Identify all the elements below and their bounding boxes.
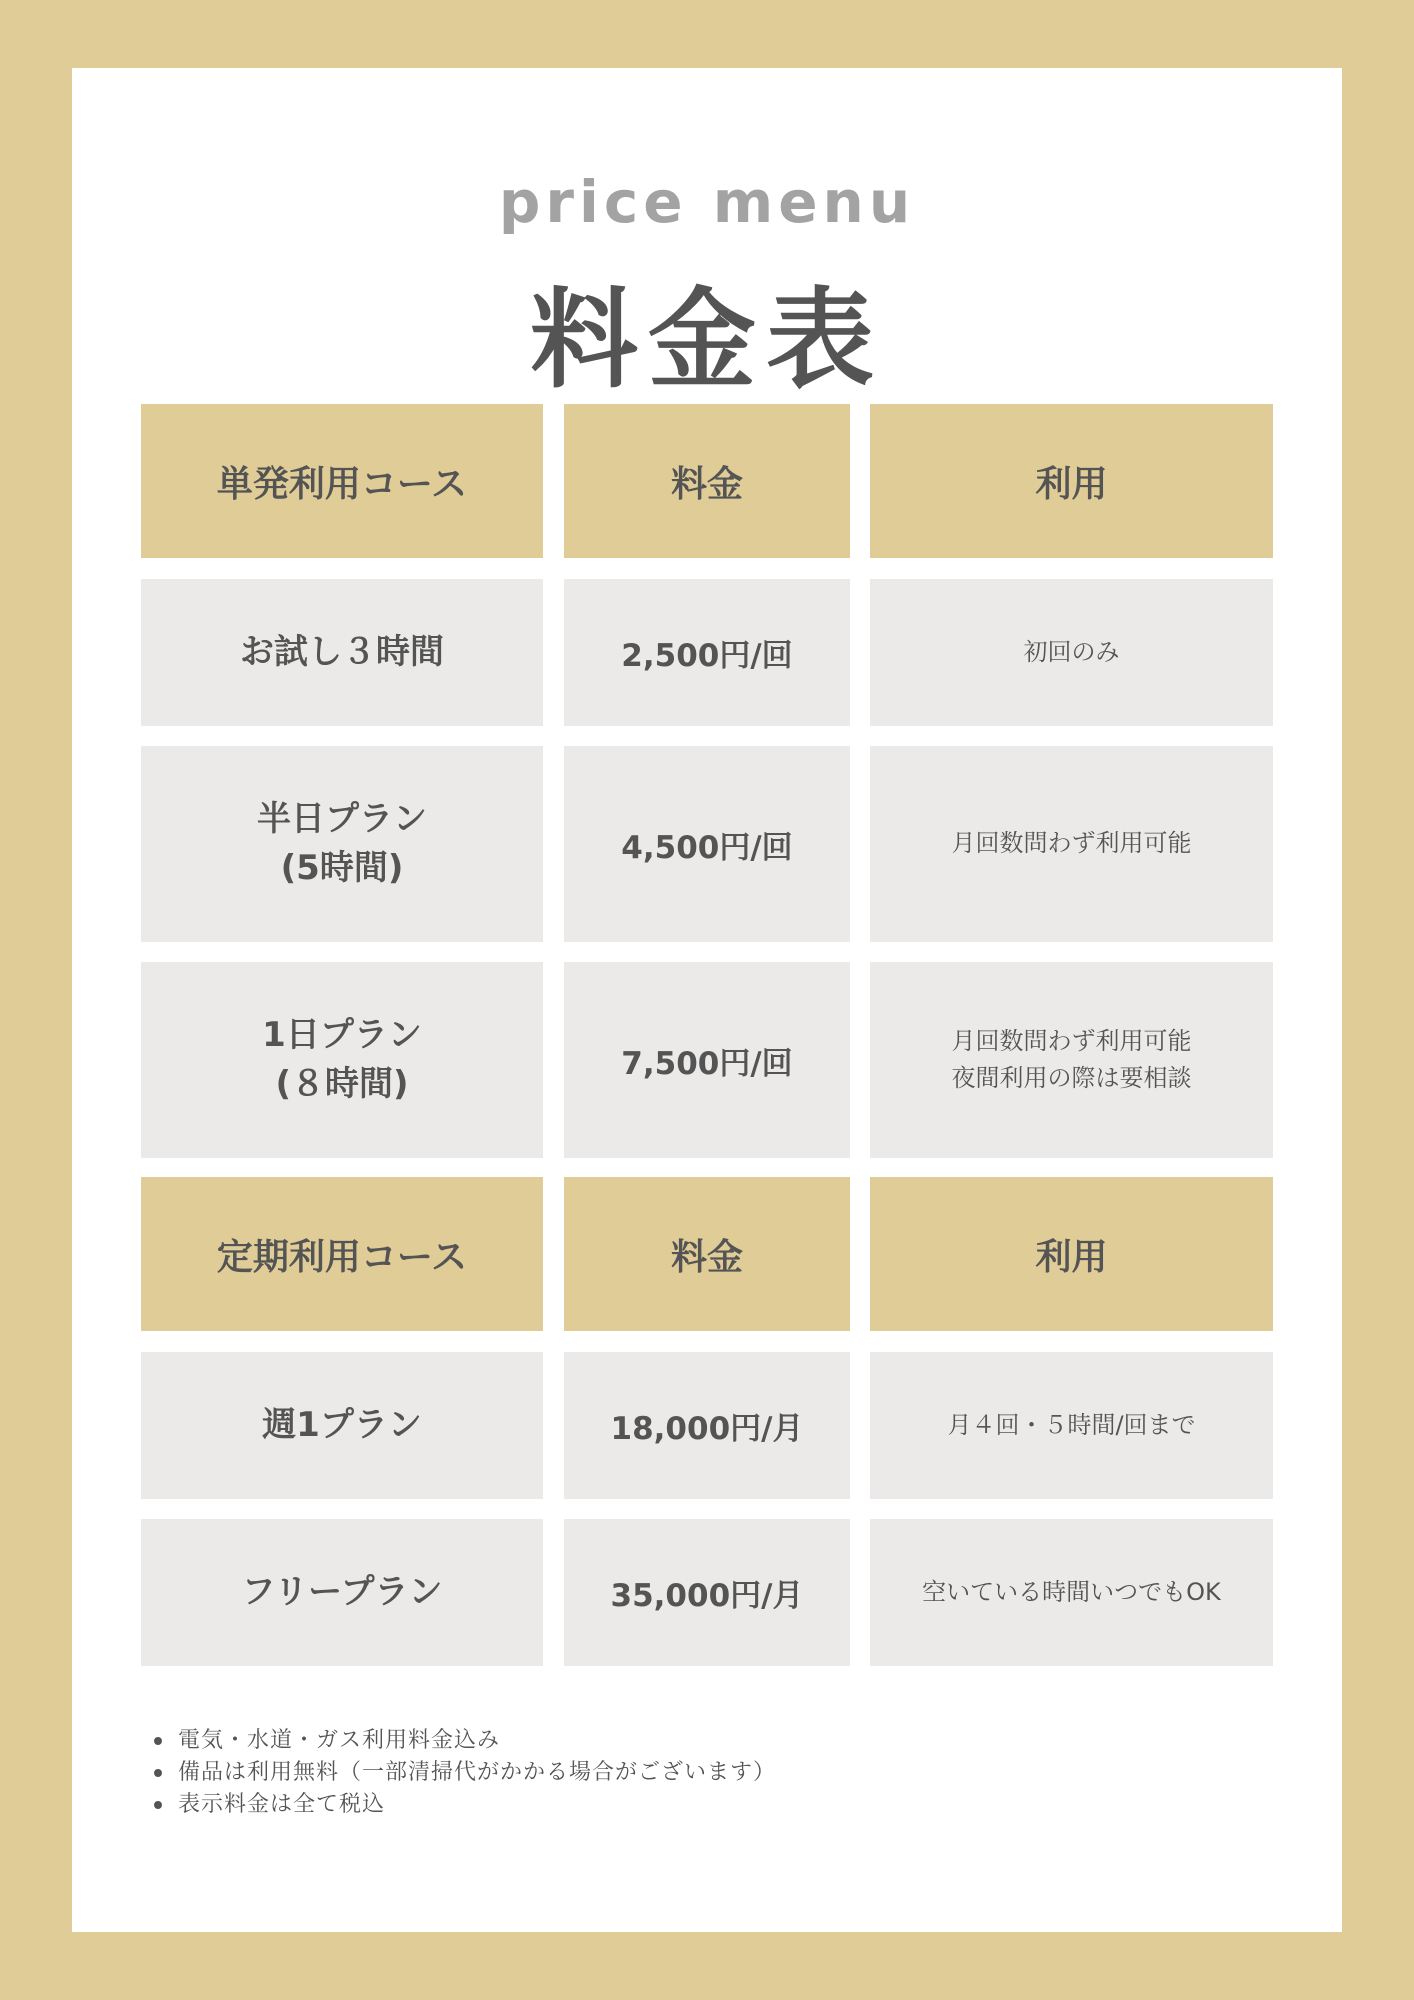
course-header-regular: 定期利用コース [141, 1177, 543, 1331]
footnote-list [150, 1725, 776, 1821]
price-header-single: 料金 [564, 404, 850, 558]
plan-name: フリープラン [141, 1519, 543, 1666]
plan-usage-note: 月４回・５時間/回まで [870, 1352, 1273, 1499]
plan-name: お試し３時間 [141, 579, 543, 726]
plan-usage-note: 空いている時間いつでもOK [870, 1519, 1273, 1666]
plan-usage-note: 月回数問わず利用可能 夜間利用の際は要相談 [870, 962, 1273, 1158]
plan-price: 35,000円/月 [564, 1519, 850, 1666]
plan-name: 週1プラン [141, 1352, 543, 1499]
price-header-regular: 料金 [564, 1177, 850, 1331]
plan-price: 18,000円/月 [564, 1352, 850, 1499]
footnote-item: 表示料金は全て税込 [178, 1789, 776, 1821]
plan-usage-note: 月回数問わず利用可能 [870, 746, 1273, 942]
plan-price: 4,500円/回 [564, 746, 850, 942]
footnote-item: 電気・水道・ガス利用料金込み [178, 1725, 776, 1757]
page-subtitle: price menu [498, 168, 916, 236]
course-header-single: 単発利用コース [141, 404, 543, 558]
plan-name: 1日プラン (８時間) [141, 962, 543, 1158]
usage-header-regular: 利用 [870, 1177, 1273, 1331]
page-title: 料金表 [529, 278, 884, 403]
footnote-item: 備品は利用無料（一部清掃代がかかる場合がございます） [178, 1757, 776, 1789]
plan-price: 2,500円/回 [564, 579, 850, 726]
price-sheet [72, 68, 1342, 1932]
plan-usage-note: 初回のみ [870, 579, 1273, 726]
usage-header-single: 利用 [870, 404, 1273, 558]
plan-name: 半日プラン (5時間) [141, 746, 543, 942]
plan-price: 7,500円/回 [564, 962, 850, 1158]
